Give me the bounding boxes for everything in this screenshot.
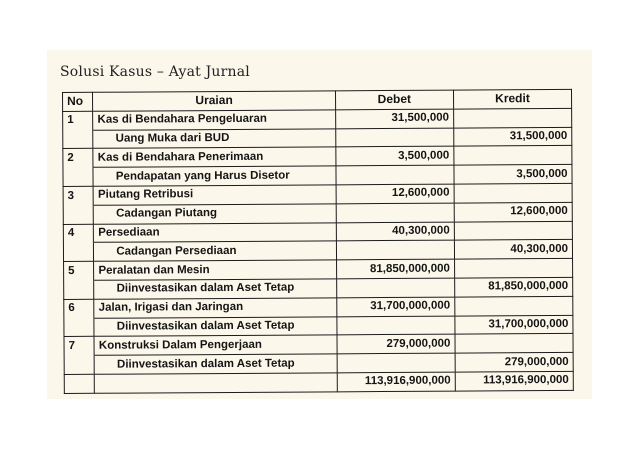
empty-credit-cell	[455, 296, 573, 316]
credit-amount: 81,850,000,000	[454, 277, 572, 297]
credit-account: Pendapatan yang Harus Disetor	[93, 166, 335, 186]
credit-amount: 31,500,000	[454, 127, 572, 147]
journal-table	[62, 89, 574, 394]
entry-number: 3	[63, 186, 93, 205]
entry-number-cont	[63, 130, 93, 149]
entry-number: 6	[64, 299, 94, 318]
empty-debit-cell	[336, 278, 454, 298]
empty-credit-cell	[454, 221, 572, 241]
empty-credit-cell	[453, 108, 571, 128]
debit-amount: 31,700,000,000	[336, 297, 454, 317]
header-no: No	[63, 92, 93, 111]
credit-account: Cadangan Persediaan	[94, 241, 336, 261]
credit-account: Uang Muka dari BUD	[93, 128, 335, 148]
journal-sheet	[62, 89, 579, 388]
credit-amount: 3,500,000	[454, 165, 572, 185]
debit-account: Jalan, Irigasi dan Jaringan	[94, 298, 336, 318]
slide-title: Solusi Kasus – Ayat Jurnal	[60, 64, 250, 80]
empty-debit-cell	[336, 240, 454, 260]
header-uraian: Uraian	[93, 91, 335, 111]
debit-account: Piutang Retribusi	[93, 185, 335, 205]
empty-debit-cell	[336, 165, 454, 185]
empty-debit-cell	[337, 353, 455, 373]
entry-number: 2	[63, 149, 93, 168]
credit-account: Cadangan Piutang	[94, 204, 336, 224]
entry-number: 7	[64, 337, 94, 356]
journal-body	[63, 108, 574, 374]
debit-amount: 12,600,000	[336, 184, 454, 204]
entry-number: 4	[63, 224, 93, 243]
debit-account: Kas di Bendahara Pengeluaran	[93, 110, 335, 130]
header-kredit: Kredit	[453, 89, 571, 109]
empty-credit-cell	[454, 259, 572, 279]
totals-label-cell	[95, 373, 337, 393]
debit-amount: 279,000,000	[337, 334, 455, 354]
empty-debit-cell	[336, 203, 454, 223]
debit-amount: 31,500,000	[335, 109, 453, 129]
totals-row	[64, 371, 573, 393]
credit-account: Diinvestasikan dalam Aset Tetap	[94, 354, 336, 374]
entry-number-cont	[63, 205, 93, 224]
header-debet: Debet	[335, 90, 453, 110]
credit-amount: 279,000,000	[455, 353, 573, 373]
entry-number: 5	[64, 261, 94, 280]
debit-account: Kas di Bendahara Penerimaan	[93, 147, 335, 167]
credit-amount: 31,700,000,000	[455, 315, 573, 335]
debit-amount: 81,850,000,000	[336, 259, 454, 279]
debit-account: Peralatan dan Mesin	[94, 260, 336, 280]
credit-amount: 12,600,000	[454, 202, 572, 222]
entry-number: 1	[63, 111, 93, 130]
credit-account: Diinvestasikan dalam Aset Tetap	[94, 279, 336, 299]
total-debet: 113,916,900,000	[337, 372, 455, 392]
debit-account: Konstruksi Dalam Pengerjaan	[94, 335, 336, 355]
entry-number-cont	[63, 167, 93, 186]
totals-no-cell	[64, 374, 94, 393]
entry-number-cont	[64, 280, 94, 299]
debit-amount: 40,300,000	[336, 222, 454, 242]
empty-credit-cell	[454, 146, 572, 166]
empty-debit-cell	[337, 316, 455, 336]
debit-account: Persediaan	[94, 222, 336, 242]
entry-number-cont	[63, 243, 93, 262]
empty-debit-cell	[335, 128, 453, 148]
total-kredit: 113,916,900,000	[455, 371, 573, 391]
empty-credit-cell	[454, 183, 572, 203]
entry-number-cont	[64, 355, 94, 374]
credit-account: Diinvestasikan dalam Aset Tetap	[94, 316, 336, 336]
empty-credit-cell	[455, 334, 573, 354]
entry-number-cont	[64, 318, 94, 337]
debit-amount: 3,500,000	[336, 146, 454, 166]
credit-amount: 40,300,000	[454, 240, 572, 260]
